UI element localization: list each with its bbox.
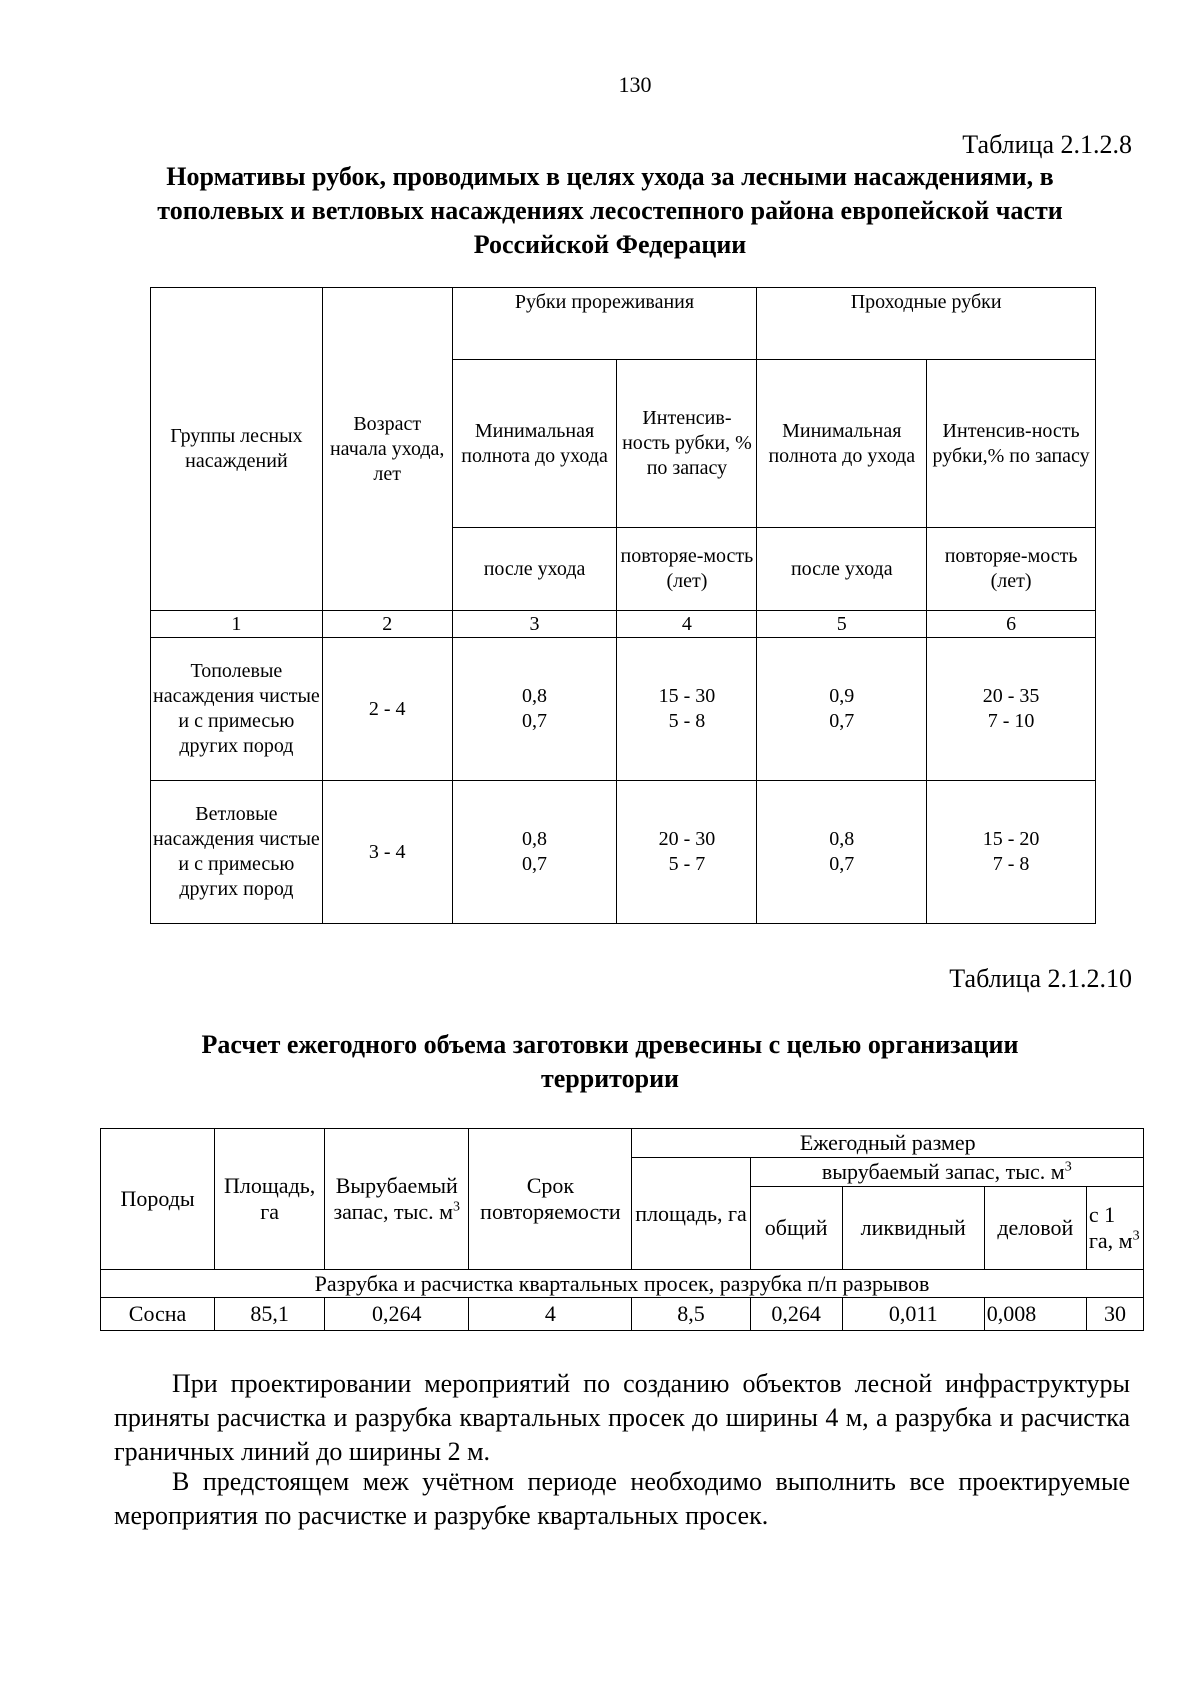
table-row (101, 1298, 1144, 1331)
column-number: 2 (322, 611, 452, 638)
total-cell: 0,264 (750, 1298, 842, 1331)
cut-stock-cell: 0,264 (325, 1298, 469, 1331)
header-intensity-2: Интенсив-ность рубки,% по запасу (927, 360, 1096, 528)
header-passing: Проходные рубки (757, 288, 1096, 360)
header-per-ha: с 1 га, $м^3$ (1086, 1187, 1143, 1270)
header-annual: Ежегодный размер (632, 1129, 1144, 1158)
value-cell: 0,9 0,7 (757, 638, 927, 781)
page-number: 130 (618, 72, 652, 97)
business-cell: 0,008 (984, 1298, 1086, 1331)
header-min-density-1: Минимальная полнота до ухода (452, 360, 617, 528)
header-repeat-2: повторяе-мость (лет) (927, 528, 1096, 611)
table-row (151, 638, 1096, 781)
value-cell: 15 - 20 7 - 8 (927, 781, 1096, 924)
header-intensity-1: Интенсив-ность рубки, % по запасу (617, 360, 757, 528)
forest-thinning-table (150, 287, 1096, 924)
timber-harvest-table (100, 1128, 1144, 1331)
header-business: деловой (984, 1187, 1086, 1270)
header-cut-stock: Вырубаемый запас, тыс. $м^3$ (325, 1129, 469, 1270)
header-annual-area: площадь, га (632, 1158, 750, 1270)
header-after-1: после ухода (452, 528, 617, 611)
header-group: Группы лесных насаждений (151, 288, 323, 611)
column-number: 3 (452, 611, 617, 638)
area-cell: 85,1 (215, 1298, 325, 1331)
header-after-2: после ухода (757, 528, 927, 611)
age-cell: 2 - 4 (322, 638, 452, 781)
table-row (151, 781, 1096, 924)
annual-area-cell: 8,5 (632, 1298, 750, 1331)
value-cell: 20 - 35 7 - 10 (927, 638, 1096, 781)
per-ha-cell: 30 (1086, 1298, 1143, 1331)
paragraph: В предстоящем меж учётном периоде необходимо выполнить все проектируемые мероприятия по расчистке и разрубке квартальных просек. (114, 1467, 1130, 1530)
section-row: Разрубка и расчистка квартальных просек, разрубка п/п разрывов (101, 1270, 1144, 1298)
paragraph: При проектировании мероприятий по созданию объектов лесной инфраструктуры приняты расчистка и разрубка квартальных просек до ширины 4 м, а разрубка и расчистка граничных линий до ширины 2 м. (114, 1369, 1130, 1466)
value-cell: 0,8 0,7 (757, 781, 927, 924)
header-repeat-1: повторяе-мость (лет) (617, 528, 757, 611)
value-cell: 0,8 0,7 (452, 638, 617, 781)
column-number: 6 (927, 611, 1096, 638)
header-area: Площадь, га (215, 1129, 325, 1270)
group-cell: Ветловые насаждения чистые и с примесью других пород (151, 781, 323, 924)
table2-title: Расчет ежегодного объема заготовки древесины с целью организации территории (201, 1030, 1019, 1093)
header-total: общий (750, 1187, 842, 1270)
value-cell: 15 - 30 5 - 8 (617, 638, 757, 781)
species-cell: Сосна (101, 1298, 215, 1331)
period-cell: 4 (469, 1298, 632, 1331)
header-thinning: Рубки прореживания (452, 288, 757, 360)
table1-title: Нормативы рубок, проводимых в целях ухода за лесными насаждениями, в тополевых и ветловых насаждениях лесостепного района европейской части Российской Федерации (157, 162, 1063, 259)
value-cell: 20 - 30 5 - 7 (617, 781, 757, 924)
table1-ref: Таблица 2.1.2.8 (962, 130, 1132, 159)
column-number: 5 (757, 611, 927, 638)
table2-ref: Таблица 2.1.2.10 (949, 964, 1132, 993)
header-annual-stock: вырубаемый запас, тыс. $м^3$ (750, 1158, 1143, 1187)
liquid-cell: 0,011 (842, 1298, 984, 1331)
column-numbers-row (151, 611, 1096, 638)
header-period: Срок повторяемости (469, 1129, 632, 1270)
header-min-density-2: Минимальная полнота до ухода (757, 360, 927, 528)
age-cell: 3 - 4 (322, 781, 452, 924)
header-species: Породы (101, 1129, 215, 1270)
header-liquid: ликвидный (842, 1187, 984, 1270)
column-number: 4 (617, 611, 757, 638)
group-cell: Тополевые насаждения чистые и с примесью других пород (151, 638, 323, 781)
header-age: Возраст начала ухода, лет (322, 288, 452, 611)
value-cell: 0,8 0,7 (452, 781, 617, 924)
column-number: 1 (151, 611, 323, 638)
